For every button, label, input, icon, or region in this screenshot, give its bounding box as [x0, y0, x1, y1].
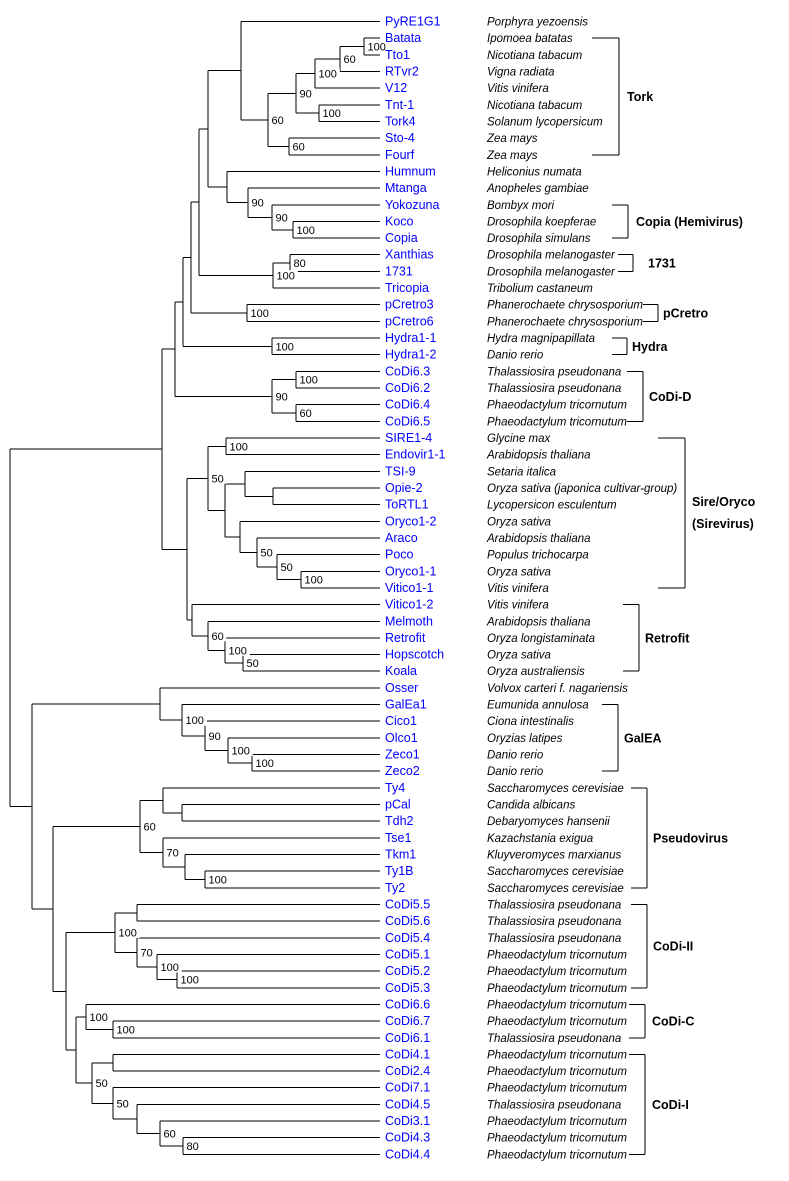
leaf-label: TSI-9 — [385, 464, 416, 479]
species-label: Thalassiosira pseudonana — [487, 932, 622, 945]
species-label: Oryza sativa — [487, 566, 551, 579]
leaf-label: Opie-2 — [385, 480, 423, 495]
leaf-label: Zeco1 — [385, 747, 420, 762]
species-label: Oryza longistaminata — [487, 632, 596, 645]
species-label: Debaryomyces hansenii — [487, 816, 610, 829]
leaf-label: CoDi5.2 — [385, 964, 431, 979]
species-label: Arabidopsis thaliana — [487, 449, 591, 462]
leaf-label: Hydra1-1 — [385, 331, 437, 346]
species-label: Kazachstania exigua — [487, 832, 594, 845]
bootstrap-value: 70 — [140, 947, 153, 960]
species-label: Phaeodactylum tricornutum — [487, 1066, 627, 1079]
leaf-label: CoDi5.5 — [385, 897, 431, 912]
species-label: Phaeodactylum tricornutum — [487, 399, 627, 412]
species-label: Vigna radiata — [487, 66, 555, 79]
leaf-label: CoDi6.2 — [385, 381, 431, 396]
species-label: Saccharomyces cerevisiae — [487, 882, 624, 895]
bootstrap-value: 90 — [208, 730, 221, 743]
bootstrap-value: 100 — [250, 308, 269, 321]
leaf-label: Yokozuna — [385, 197, 440, 212]
bootstrap-value: 50 — [246, 657, 259, 670]
bootstrap-value: 50 — [116, 1098, 129, 1111]
leaf-label: CoDi6.1 — [385, 1030, 431, 1045]
species-label: Phanerochaete chrysosporium — [487, 299, 643, 312]
species-label: Saccharomyces cerevisiae — [487, 866, 624, 879]
bootstrap-value: 100 — [367, 41, 386, 54]
species-label: Drosophila simulans — [487, 233, 591, 246]
species-label: Setaria italica — [487, 466, 557, 479]
leaf-label: V12 — [385, 81, 408, 96]
leaf-label: Vitico1-2 — [385, 597, 434, 612]
leaf-label: CoDi6.7 — [385, 1014, 431, 1029]
bootstrap-value: 90 — [275, 391, 288, 404]
bootstrap-value: 100 — [160, 961, 179, 974]
leaf-label: Poco — [385, 547, 414, 562]
species-label: Drosophila melanogaster — [487, 266, 615, 279]
species-label: Phaeodactylum tricornutum — [487, 1016, 627, 1029]
leaf-label: CoDi5.6 — [385, 914, 431, 929]
leaf-label: CoDi3.1 — [385, 1114, 431, 1129]
leaf-label: CoDi4.4 — [385, 1147, 431, 1162]
leaf-label: Osser — [385, 680, 419, 695]
bootstrap-value: 100 — [231, 745, 250, 758]
leaf-label: Tkm1 — [385, 847, 417, 862]
bootstrap-value: 50 — [260, 547, 273, 560]
species-label: Phaeodactylum tricornutum — [487, 416, 627, 429]
bootstrap-value: 100 — [296, 224, 315, 237]
species-label: Thalassiosira pseudonana — [487, 383, 622, 396]
species-label: Tribolium castaneum — [487, 283, 593, 296]
leaf-label: CoDi4.1 — [385, 1047, 431, 1062]
species-label: Vitis vinifera — [487, 582, 549, 595]
species-label: Oryza sativa — [487, 649, 551, 662]
leaf-label: Retrofit — [385, 630, 426, 645]
species-label: Kluyveromyces marxianus — [487, 849, 622, 862]
leaf-label: CoDi6.5 — [385, 414, 431, 429]
species-label: Zea mays — [487, 149, 538, 162]
leaf-label: CoDi7.1 — [385, 1080, 431, 1095]
leaf-label: RTvr2 — [385, 64, 419, 79]
species-label: Ipomoea batatas — [487, 33, 573, 46]
clade-label: Pseudovirus — [653, 831, 729, 846]
species-label: Candida albicans — [487, 799, 576, 812]
bootstrap-value: 100 — [275, 341, 294, 354]
species-label: Zea mays — [487, 133, 538, 146]
clade-label: CoDi-II — [653, 939, 694, 954]
bootstrap-value: 60 — [292, 141, 305, 154]
bootstrap-value: 50 — [280, 562, 293, 575]
bootstrap-value: 60 — [211, 630, 224, 643]
bootstrap-value: 60 — [299, 408, 312, 421]
bootstrap-value: 50 — [95, 1078, 108, 1091]
leaf-label: CoDi6.4 — [385, 397, 431, 412]
clade-label: 1731 — [648, 256, 676, 271]
bootstrap-value: 90 — [275, 212, 288, 225]
leaf-label: CoDi6.3 — [385, 364, 431, 379]
leaf-label: Tnt-1 — [385, 97, 415, 112]
species-label: Phanerochaete chrysosporium — [487, 316, 643, 329]
clade-label: CoDi-I — [652, 1097, 689, 1112]
leaf-label: CoDi5.3 — [385, 980, 431, 995]
leaf-label: Tse1 — [385, 830, 412, 845]
species-label: Thalassiosira pseudonana — [487, 366, 622, 379]
leaf-label: Ty4 — [385, 780, 406, 795]
leaf-label: CoDi5.1 — [385, 947, 431, 962]
leaf-label: Xanthias — [385, 247, 434, 262]
species-label: Phaeodactylum tricornutum — [487, 966, 627, 979]
leaf-label: Humnum — [385, 164, 436, 179]
leaf-label: Fourf — [385, 147, 415, 162]
species-label: Nicotiana tabacum — [487, 49, 583, 62]
species-label: Heliconius numata — [487, 166, 582, 179]
leaf-label: pCal — [385, 797, 411, 812]
species-label: Phaeodactylum tricornutum — [487, 1116, 627, 1129]
clade-label: Sire/Oryco — [692, 494, 756, 509]
species-label: Anopheles gambiae — [487, 183, 589, 196]
leaf-label: Hopscotch — [385, 647, 445, 662]
bootstrap-value: 100 — [116, 1024, 135, 1037]
bootstrap-value: 100 — [318, 68, 337, 81]
leaf-label: Ty1B — [385, 864, 414, 879]
species-label: Phaeodactylum tricornutum — [487, 999, 627, 1012]
leaf-label: GalEa1 — [385, 697, 427, 712]
leaf-label: Batata — [385, 31, 422, 46]
species-label: Phaeodactylum tricornutum — [487, 1049, 627, 1062]
leaf-label: CoDi4.3 — [385, 1130, 431, 1145]
bootstrap-value: 100 — [322, 108, 341, 121]
clade-label: Hydra — [632, 339, 668, 354]
clade-label: GalEA — [624, 731, 662, 746]
leaf-label: CoDi2.4 — [385, 1064, 431, 1079]
bootstrap-value: 60 — [343, 53, 356, 66]
bootstrap-value: 60 — [271, 114, 284, 127]
clade-label: Tork — [627, 89, 654, 104]
species-label: Glycine max — [487, 433, 551, 445]
bootstrap-value: 100 — [304, 574, 323, 587]
bootstrap-value: 60 — [163, 1128, 176, 1141]
species-label: Drosophila koepferae — [487, 216, 597, 229]
species-label: Populus trichocarpa — [487, 549, 589, 562]
bootstrap-value: 100 — [255, 757, 274, 770]
leaf-label: pCretro3 — [385, 297, 434, 312]
leaf-label: Ty2 — [385, 880, 406, 895]
species-label: Porphyra yezoensis — [487, 16, 588, 29]
leaf-label: Tto1 — [385, 47, 411, 62]
species-label: Oryza sativa (japonica cultivar-group) — [487, 482, 678, 495]
leaf-label: Oryco1-1 — [385, 564, 437, 579]
leaf-label: Hydra1-2 — [385, 347, 437, 362]
species-label: Saccharomyces cerevisiae — [487, 782, 624, 795]
leaf-label: Olco1 — [385, 730, 418, 745]
leaf-label: CoDi6.6 — [385, 997, 431, 1012]
species-label: Oryza sativa — [487, 516, 551, 529]
bootstrap-value: 100 — [299, 374, 318, 387]
bootstrap-value: 90 — [299, 88, 312, 101]
leaf-label: Melmoth — [385, 614, 433, 629]
bootstrap-value: 100 — [180, 974, 199, 987]
species-label: Phaeodactylum tricornutum — [487, 1149, 627, 1162]
bootstrap-value: 90 — [251, 197, 264, 210]
species-label: Phaeodactylum tricornutum — [487, 1132, 627, 1145]
species-label: Oryza australiensis — [487, 666, 585, 679]
leaf-label: CoDi4.5 — [385, 1097, 431, 1112]
species-label: Bombyx mori — [487, 199, 555, 212]
leaf-label: PyRE1G1 — [385, 14, 441, 29]
leaf-label: Tdh2 — [385, 814, 414, 829]
species-label: Thalassiosira pseudonana — [487, 899, 622, 912]
bootstrap-value: 80 — [293, 258, 306, 271]
species-label: Eumunida annulosa — [487, 699, 589, 712]
clade-label: CoDi-C — [652, 1014, 695, 1029]
leaf-label: ToRTL1 — [385, 497, 429, 512]
leaf-label: Endovir1-1 — [385, 447, 446, 462]
clade-label: CoDi-D — [649, 389, 692, 404]
species-label: Drosophila melanogaster — [487, 249, 615, 262]
species-label: Phaeodactylum tricornutum — [487, 1082, 627, 1095]
leaf-label: Tricopia — [385, 281, 429, 296]
species-label: Vitis vinifera — [487, 83, 549, 96]
species-label: Danio rerio — [487, 766, 544, 779]
leaf-label: Koco — [385, 214, 414, 229]
leaf-label: Oryco1-2 — [385, 514, 437, 529]
leaf-label: pCretro6 — [385, 314, 434, 329]
bootstrap-value: 50 — [211, 473, 224, 486]
bootstrap-value: 100 — [208, 874, 227, 887]
leaf-label: Vitico1-1 — [385, 580, 434, 595]
species-label: Thalassiosira pseudonana — [487, 1032, 622, 1045]
leaf-label: Koala — [385, 664, 417, 679]
bootstrap-value: 100 — [89, 1011, 108, 1024]
species-label: Solanum lycopersicum — [487, 116, 603, 129]
species-label: Arabidopsis thaliana — [487, 616, 591, 629]
species-label: Thalassiosira pseudonana — [487, 1099, 622, 1112]
species-label: Danio rerio — [487, 749, 544, 762]
leaf-label: Tork4 — [385, 114, 416, 129]
species-label: Oryzias latipes — [487, 732, 563, 745]
bootstrap-value: 100 — [276, 270, 295, 283]
clade-label: Retrofit — [645, 631, 690, 646]
bootstrap-value: 60 — [143, 821, 156, 834]
species-label: Nicotiana tabacum — [487, 99, 583, 112]
species-label: Arabidopsis thaliana — [487, 532, 591, 545]
leaf-label: Copia — [385, 231, 418, 246]
bootstrap-value: 100 — [118, 927, 137, 940]
bootstrap-value: 70 — [166, 847, 179, 860]
leaf-label: CoDi5.4 — [385, 930, 431, 945]
species-label: Phaeodactylum tricornutum — [487, 982, 627, 995]
leaf-label: Mtanga — [385, 181, 427, 196]
leaf-label: Zeco2 — [385, 764, 420, 779]
species-label: Volvox carteri f. nagariensis — [487, 682, 628, 695]
species-label: Phaeodactylum tricornutum — [487, 949, 627, 962]
species-label: Lycopersicon esculentum — [487, 499, 617, 512]
species-label: Thalassiosira pseudonana — [487, 916, 622, 929]
bootstrap-value: 100 — [228, 645, 247, 658]
species-label: Ciona intestinalis — [487, 716, 574, 729]
bootstrap-value: 100 — [185, 715, 204, 728]
clade-label: Copia (Hemivirus) — [636, 214, 743, 229]
leaf-label: Cico1 — [385, 714, 417, 729]
leaf-label: Araco — [385, 530, 418, 545]
bootstrap-value: 80 — [186, 1141, 199, 1154]
species-label: Hydra magnipapillata — [487, 333, 596, 346]
leaf-label: Sto-4 — [385, 131, 415, 146]
species-label: Vitis vinifera — [487, 599, 549, 612]
clade-label-line2: (Sirevirus) — [692, 516, 754, 531]
leaf-label: SIRE1-4 — [385, 431, 433, 445]
leaf-label: 1731 — [385, 264, 413, 279]
clade-label: pCretro — [663, 306, 709, 321]
bootstrap-value: 100 — [229, 441, 248, 454]
species-label: Danio rerio — [487, 349, 544, 362]
